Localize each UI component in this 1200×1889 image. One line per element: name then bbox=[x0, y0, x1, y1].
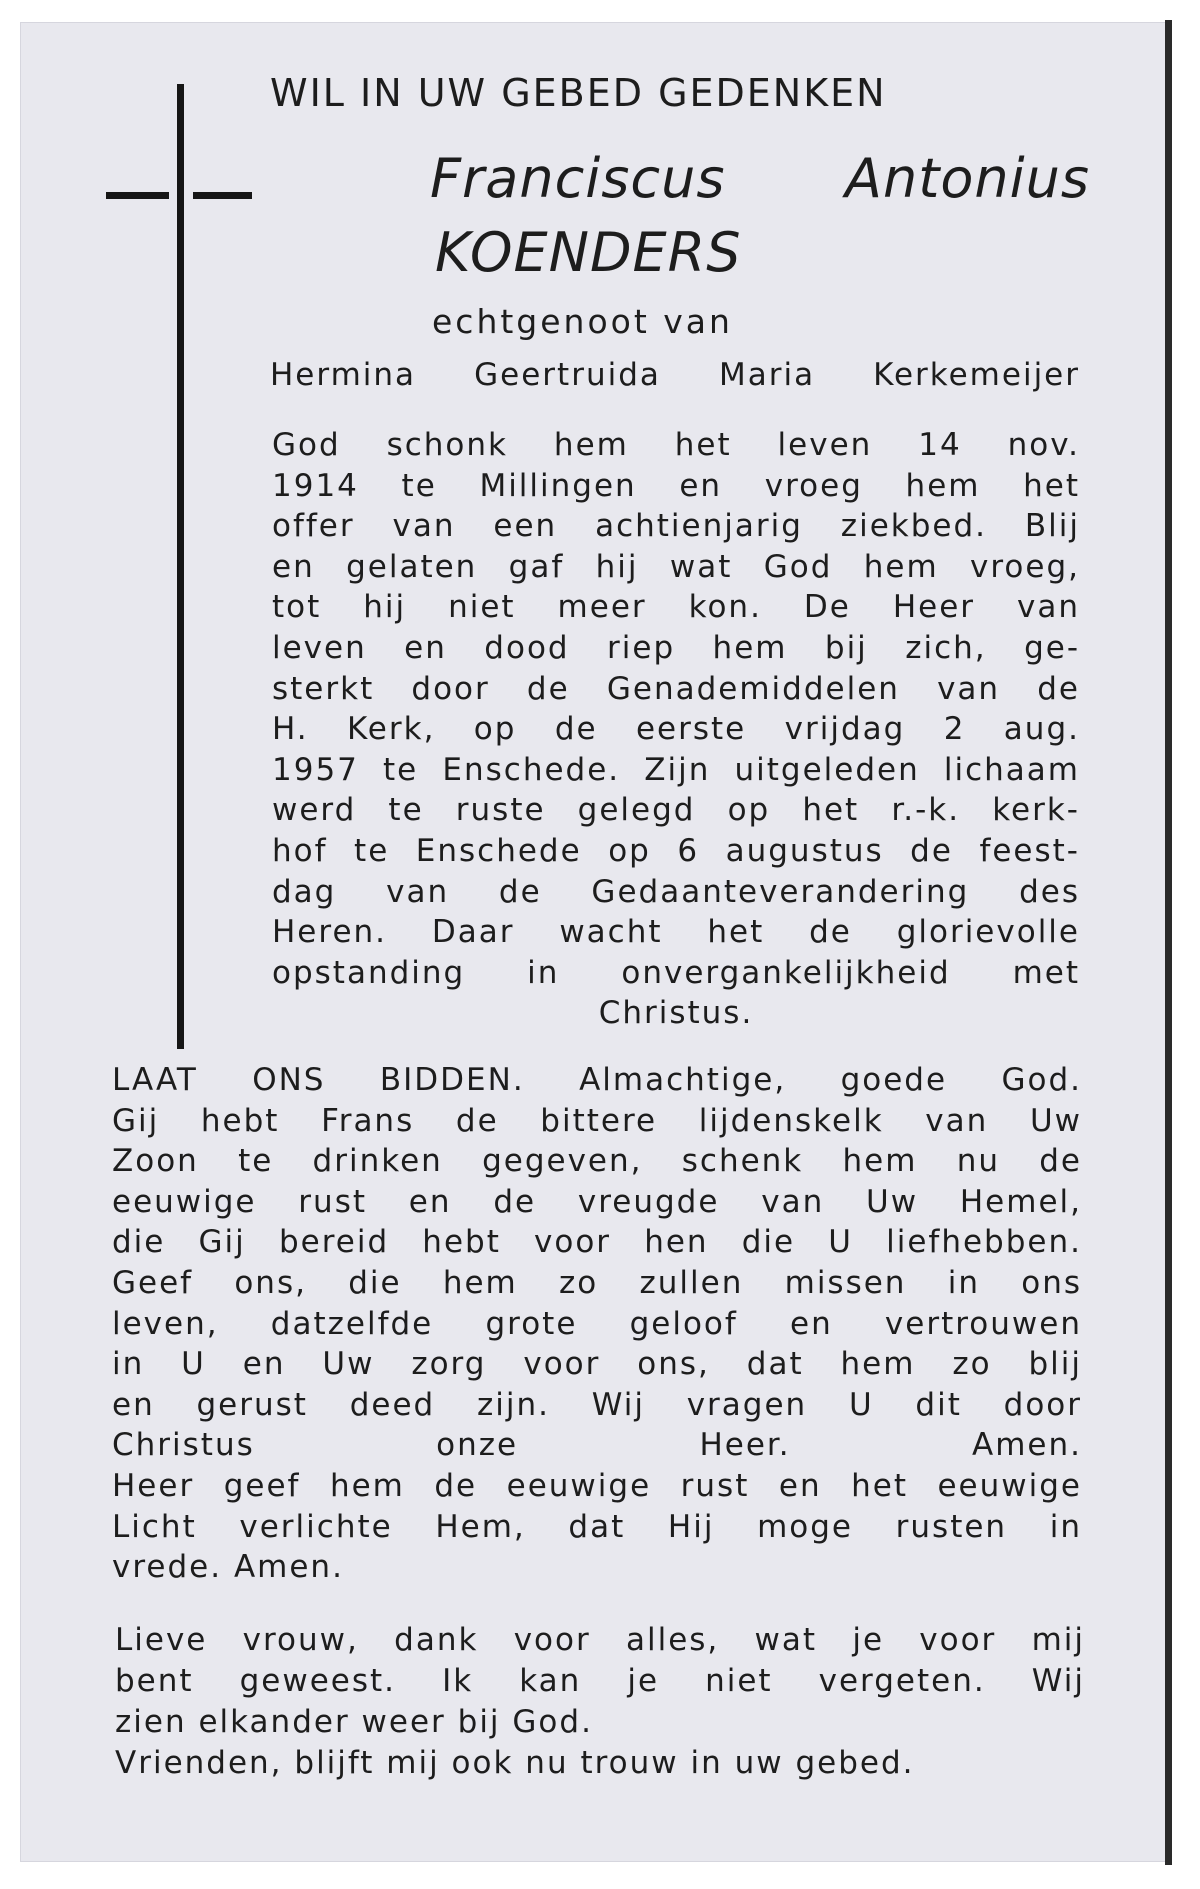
farewell-text bbox=[115, 1620, 1085, 1784]
text-line: werd te ruste gelegd op het r.-k. kerk- bbox=[272, 792, 1080, 829]
prayer-text bbox=[112, 1060, 1082, 1588]
first-name: Franciscus bbox=[430, 147, 726, 210]
second-name: Antonius bbox=[845, 147, 1090, 210]
text-line: vrede. Amen. bbox=[112, 1549, 344, 1586]
cross-icon-vertical bbox=[177, 84, 184, 1049]
text-line: en gelaten gaf hij wat God hem vroeg, bbox=[272, 548, 1080, 585]
text-line: leven en dood riep hem bij zich, ge- bbox=[272, 629, 1080, 666]
text-line: LAAT ONS BIDDEN. Almachtige, goede God. bbox=[112, 1062, 1082, 1098]
text-line: tot hij niet meer kon. De Heer van bbox=[272, 589, 1080, 626]
text-line: in U en Uw zorg voor ons, dat hem zo blij bbox=[112, 1346, 1082, 1383]
text-line: Heer geef hem de eeuwige rust en het eeuwige bbox=[112, 1467, 1082, 1504]
cross-icon-arm-right bbox=[193, 192, 252, 199]
text-line: Heren. Daar wacht het de glorievolle bbox=[272, 914, 1080, 951]
text-line: sterkt door de Genademiddelen van de bbox=[272, 670, 1080, 707]
text-line: Christus onze Heer. Amen. bbox=[112, 1427, 1082, 1464]
text-line: 1957 te Enschede. Zijn uitgeleden lichaam bbox=[272, 751, 1080, 788]
text-line: leven, datzelfde grote geloof en vertrouwen bbox=[112, 1305, 1082, 1342]
text-line: zien elkander weer bij God. bbox=[115, 1704, 593, 1740]
cross-icon-arm-left bbox=[106, 192, 169, 199]
deceased-surname: KOENDERS bbox=[435, 221, 742, 284]
biography-text bbox=[272, 425, 1080, 1034]
text-line: Zoon te drinken gegeven, schenk hem nu de bbox=[112, 1143, 1082, 1180]
text-line: Christus. bbox=[598, 995, 754, 1032]
text-line: hof te Enschede op 6 augustus de feest- bbox=[272, 832, 1080, 869]
text-line: Gij hebt Frans de bittere lijdenskelk van Uw bbox=[112, 1102, 1082, 1139]
text-line: opstanding in onvergankelijkheid met bbox=[272, 954, 1080, 991]
card-edge-shadow bbox=[1165, 20, 1172, 1865]
card-header: WIL IN UW GEBED GEDENKEN bbox=[270, 71, 887, 115]
text-line: God schonk hem het leven 14 nov. bbox=[272, 427, 1080, 463]
text-line: die Gij bereid hebt voor hen die U liefhebben. bbox=[112, 1224, 1082, 1261]
text-line: Licht verlichte Hem, dat Hij moge rusten in bbox=[112, 1508, 1082, 1545]
text-line: bent geweest. Ik kan je niet vergeten. Wij bbox=[115, 1663, 1085, 1699]
text-line: 1914 te Millingen en vroeg hem het bbox=[272, 467, 1080, 504]
spouse-label: echtgenoot van bbox=[432, 302, 733, 341]
spouse-name: Hermina Geertruida Maria Kerkemeijer bbox=[270, 357, 1080, 393]
text-line: H. Kerk, op de eerste vrijdag 2 aug. bbox=[272, 711, 1080, 748]
text-line: dag van de Gedaanteverandering des bbox=[272, 873, 1080, 910]
text-line: Geef ons, die hem zo zullen missen in ons bbox=[112, 1264, 1082, 1301]
text-line: en gerust deed zijn. Wij vragen U dit door bbox=[112, 1386, 1082, 1423]
deceased-first-names bbox=[430, 148, 1090, 210]
text-line: offer van een achtienjarig ziekbed. Blij bbox=[272, 508, 1080, 545]
text-line: eeuwige rust en de vreugde van Uw Hemel, bbox=[112, 1183, 1082, 1220]
text-line: Lieve vrouw, dank voor alles, wat je voor mij bbox=[115, 1622, 1085, 1658]
text-line: Vrienden, blijft mij ook nu trouw in uw gebed. bbox=[115, 1745, 915, 1781]
